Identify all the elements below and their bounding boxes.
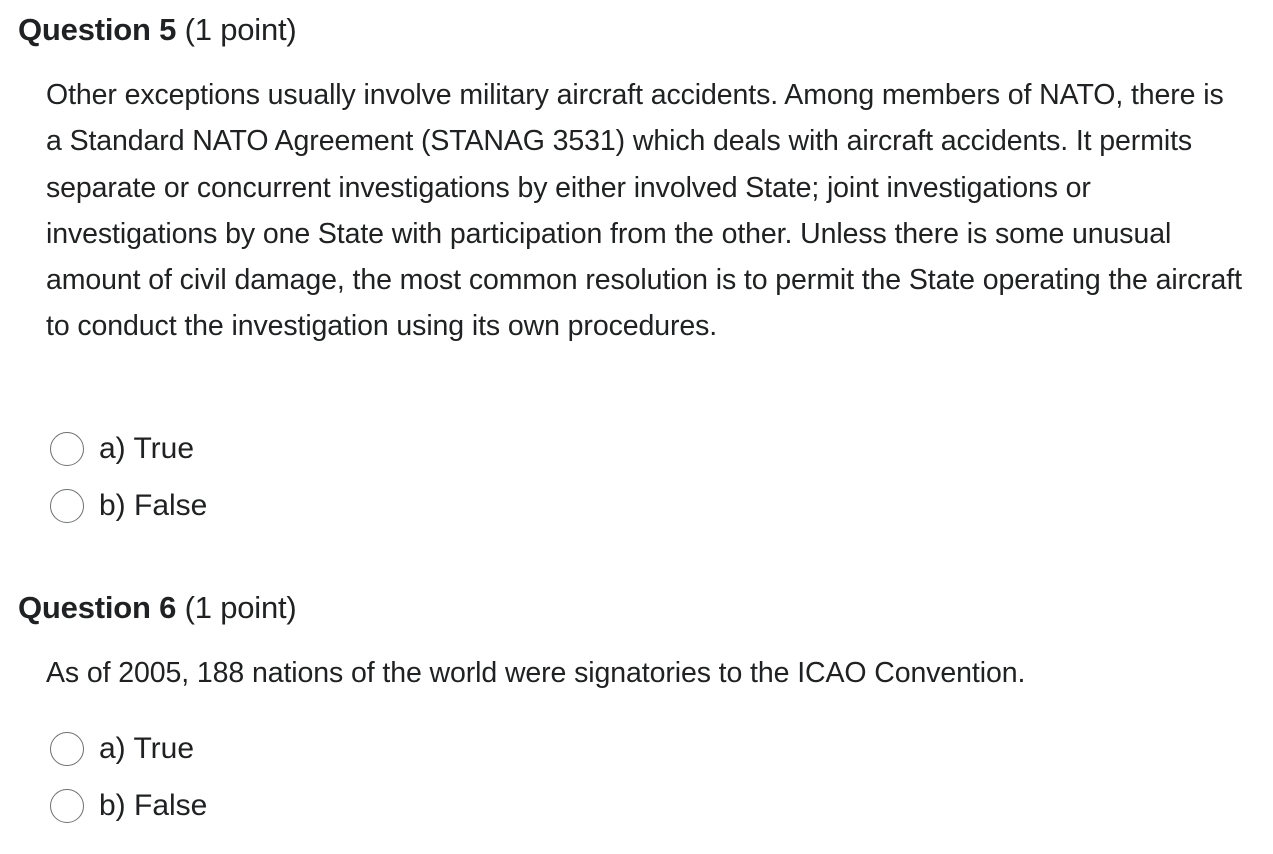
radio-button[interactable] [50,489,84,523]
choice-label[interactable]: a) True [99,731,195,765]
choice-label[interactable]: b) False [99,488,208,522]
radio-button[interactable] [50,789,84,823]
question-title: Question 6 [18,590,177,625]
question-points: (1 point) [184,590,297,625]
question-header [18,12,297,48]
radio-button[interactable] [50,732,84,766]
choice-true[interactable] [50,420,207,477]
choice-true[interactable] [50,720,207,777]
radio-button[interactable] [50,432,84,466]
choice-false[interactable] [50,477,207,534]
question-header [18,590,297,626]
choice-label[interactable]: a) True [99,431,195,465]
answer-choices [50,420,207,534]
choice-label[interactable]: b) False [99,788,208,822]
question-text: As of 2005, 188 nations of the world were signatories to the ICAO Convention. [46,657,1026,689]
question-points: (1 point) [184,12,297,47]
question-title: Question 5 [18,12,177,47]
choice-false[interactable] [50,777,207,834]
answer-choices [50,720,207,834]
question-text: Other exceptions usually involve military aircraft accidents. Among members of NATO, there is a Standard NATO Agreement (STANAG 3531) which deals with aircraft accidents. It permits separate or concurrent investigations by either involved State; joint investigations or investigations by one State with participation from the other. Unless there is some unusual amount of civil damage, the most common resolution is to permit the State operating the aircraft to conduct the investigation using its own procedures. [46,79,1242,343]
